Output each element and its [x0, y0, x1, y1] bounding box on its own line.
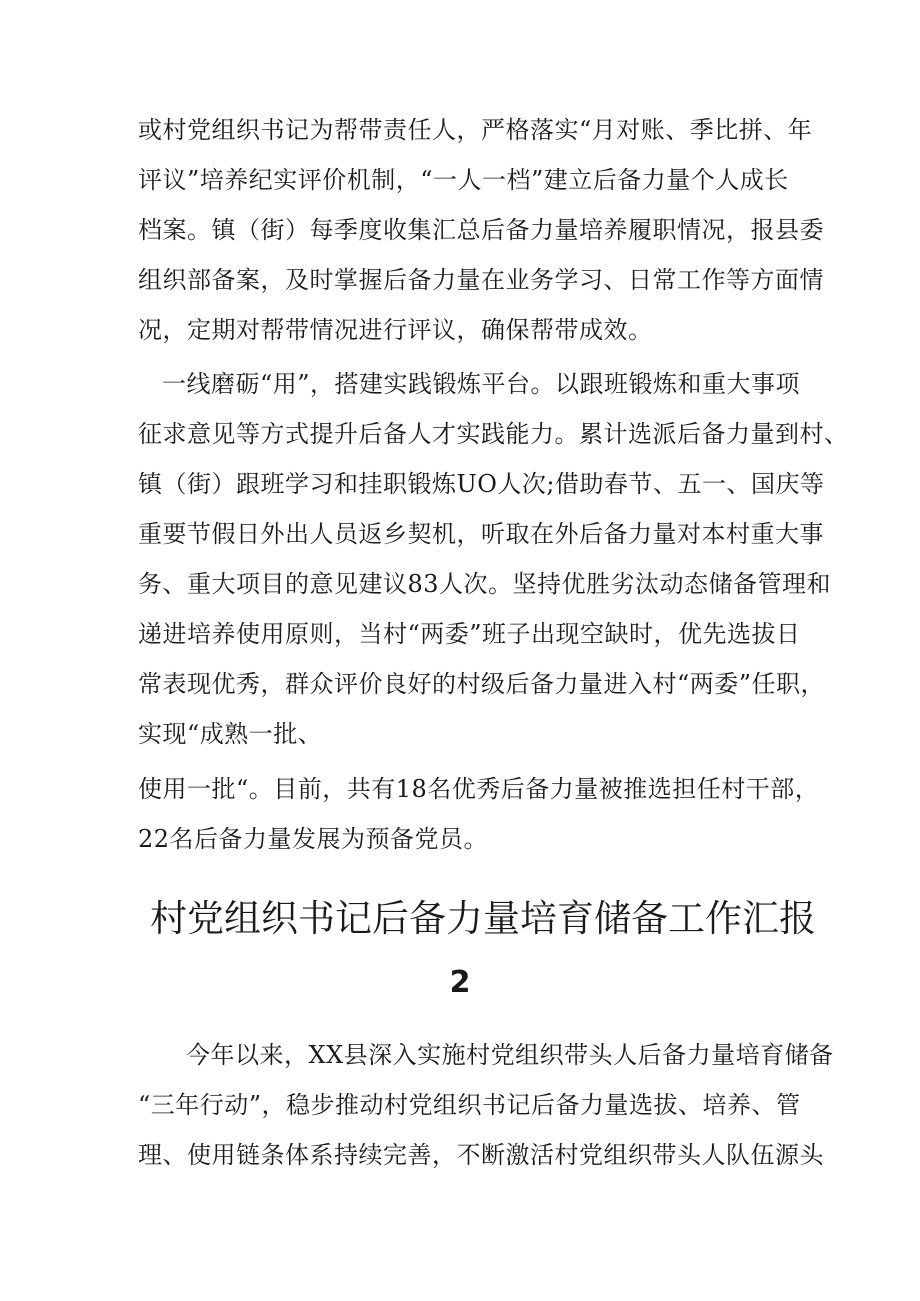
paragraph-line: 况，定期对帮带情况进行评议，确保帮带成效。: [138, 316, 653, 344]
section-title: 村党组织书记后备力量培育储备工作汇报: [150, 897, 816, 940]
paragraph-3: [138, 775, 820, 877]
paragraph-line: “三年行动”，稳步推动村党组织书记后备力量选拔、培养、管: [138, 1091, 801, 1119]
paragraph-4: [138, 1041, 834, 1193]
paragraph-line: 常表现优秀，群众评价良好的村级后备力量进入村“两委”任职，: [138, 670, 826, 698]
paragraph-line: 今年以来，XX县深入实施村党组织带头人后备力量培育储备: [186, 1041, 834, 1069]
section-title-number: 2: [449, 965, 471, 1000]
paragraph-line: 实现“成熟一批、: [138, 720, 323, 748]
paragraph-line: 重要节假日外出人员返乡契机，听取在外后备力量对本村重大事: [138, 520, 824, 548]
paragraph-line: 一线磨砺“用”，搭建实践锻炼平台。以跟班锻炼和重大事项: [162, 370, 801, 398]
paragraph-line: 递进培养使用原则，当村“两委”班子出现空缺时，优先选拔日: [138, 620, 801, 648]
paragraph-line: 22名后备力量发展为预备党员。: [138, 825, 489, 853]
paragraph-line: 组织部备案，及时掌握后备力量在业务学习、日常工作等方面情: [138, 266, 824, 294]
paragraph-line: 理、使用链条体系持续完善，不断激活村党组织带头人队伍源头: [138, 1141, 824, 1169]
paragraph-line: 镇（街）跟班学习和挂职锻炼UO人次;借助春节、五一、国庆等: [138, 470, 825, 498]
paragraph-line: 务、重大项目的意见建议83人次。坚持优胜劣汰动态储备管理和: [138, 570, 832, 598]
paragraph-line: 征求意见等方式提升后备人才实践能力。累计选派后备力量到村、: [138, 420, 849, 448]
paragraph-1: [138, 116, 824, 368]
paragraph-line: 使用一批“。目前，共有18名优秀后备力量被推选担任村干部，: [138, 775, 820, 803]
paragraph-line: 或村党组织书记为帮带责任人，严格落实“月对账、季比拼、年: [138, 116, 813, 144]
paragraph-line: 评议”培养纪实评价机制，“一人一档”建立后备力量个人成长: [138, 166, 789, 194]
paragraph-line: 档案。镇（街）每季度收集汇总后备力量培养履职情况，报县委: [138, 216, 824, 244]
paragraph-2: [138, 370, 849, 772]
